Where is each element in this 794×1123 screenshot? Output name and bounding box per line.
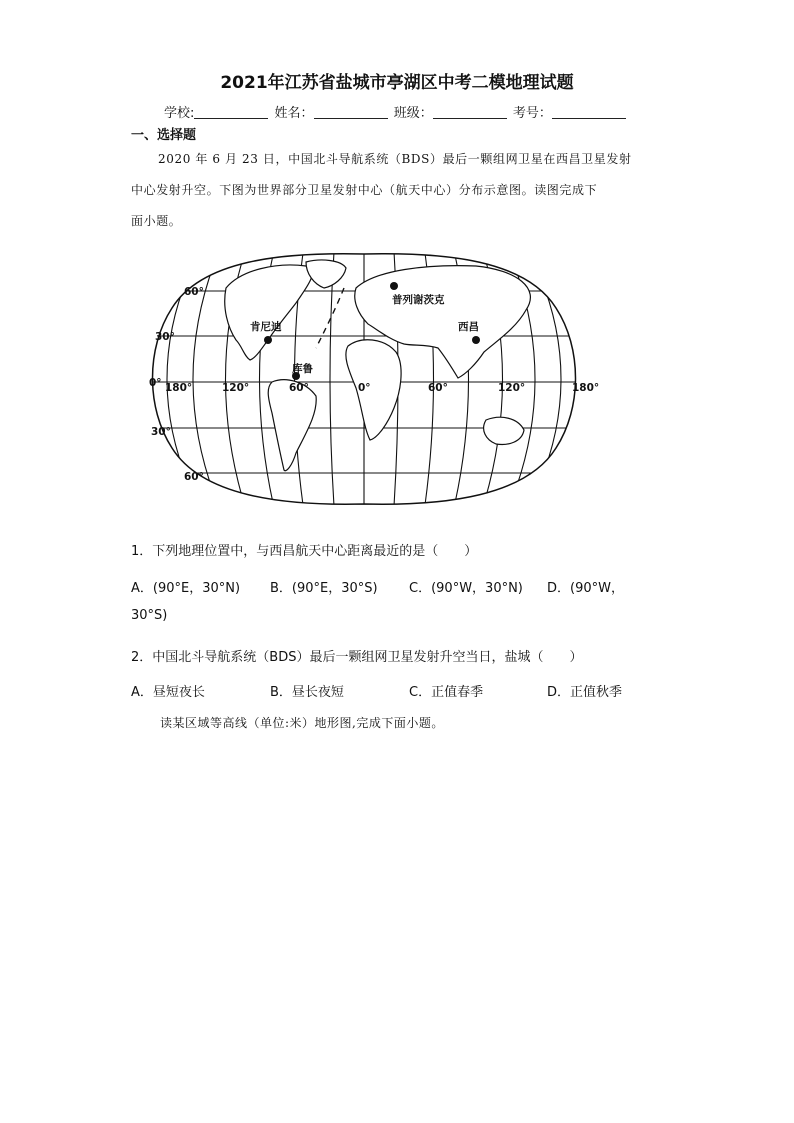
document-title: 2021年江苏省盐城市亭湖区中考二模地理试题 — [220, 73, 574, 93]
next-section-note: 读某区域等高线（单位:米）地形图,完成下面小题。 — [160, 716, 444, 730]
lon-label-0: 0° — [358, 382, 371, 394]
name-label: 姓名： — [274, 106, 314, 121]
exam-no-blank[interactable] — [552, 105, 626, 119]
site-marker-plesetsk — [390, 282, 398, 290]
q2-option-b[interactable]: B．昼长夜短 — [270, 685, 344, 700]
school-label: 学校: — [164, 106, 195, 121]
site-label-kourou: 库鲁 — [292, 363, 313, 375]
exam-no-label: 考号： — [512, 106, 552, 121]
lon-label-180w: 180° — [165, 382, 193, 394]
lon-label-120w: 120° — [222, 382, 250, 394]
question-2-stem: 2．中国北斗导航系统（BDS）最后一颗组网卫星发射升空当日，盐城（ ） — [131, 650, 583, 665]
q2-option-d[interactable]: D．正值秋季 — [547, 685, 623, 700]
intro-line: 中心发射升空。下图为世界部分卫星发射中心（航天中心）分布示意图。读图完成下 — [131, 183, 598, 197]
q1-option-b[interactable]: B．(90°E，30°S) — [270, 581, 378, 596]
class-label: 班级： — [393, 106, 433, 121]
intro-line: 2020 年 6 月 23 日，中国北斗导航系统（BDS）最后一颗组网卫星在西昌卫星发射 — [158, 152, 632, 166]
student-info-line — [164, 102, 628, 121]
name-blank[interactable] — [314, 105, 388, 119]
q1-option-a[interactable]: A．(90°E，30°N) — [131, 581, 241, 596]
lat-label-60s: 60° — [184, 471, 204, 483]
intro-line: 面小题。 — [131, 214, 182, 228]
class-blank[interactable] — [433, 105, 507, 119]
q1-option-c[interactable]: C．(90°W，30°N) — [409, 581, 523, 596]
site-marker-kennedy — [264, 336, 272, 344]
question-1-stem: 1．下列地理位置中，与西昌航天中心距离最近的是（ ） — [131, 544, 478, 559]
lat-label-30n: 30° — [155, 331, 175, 343]
section-heading: 一、选择题 — [131, 128, 197, 143]
lon-label-60e: 60° — [428, 382, 448, 394]
site-label-xichang: 西昌 — [458, 321, 479, 333]
q2-option-c[interactable]: C．正值春季 — [409, 685, 484, 700]
q1-option-d-cont: 30°S) — [131, 608, 168, 623]
lon-label-180e: 180° — [572, 382, 600, 394]
lon-label-60w: 60° — [289, 382, 309, 394]
world-launch-center-map — [146, 248, 600, 510]
site-label-plesetsk: 普列谢茨克 — [392, 294, 445, 306]
q2-option-a[interactable]: A．昼短夜长 — [131, 685, 205, 700]
site-marker-xichang — [472, 336, 480, 344]
lat-label-60n: 60° — [184, 286, 204, 298]
lat-label-0: 0° — [149, 377, 162, 389]
lon-label-120e: 120° — [498, 382, 526, 394]
lat-label-30s: 30° — [151, 426, 171, 438]
site-label-kennedy: 肯尼迪 — [250, 321, 282, 333]
q1-option-d[interactable]: D．(90°W， — [547, 581, 624, 596]
intro-paragraph — [131, 144, 661, 237]
school-blank[interactable] — [194, 105, 268, 119]
